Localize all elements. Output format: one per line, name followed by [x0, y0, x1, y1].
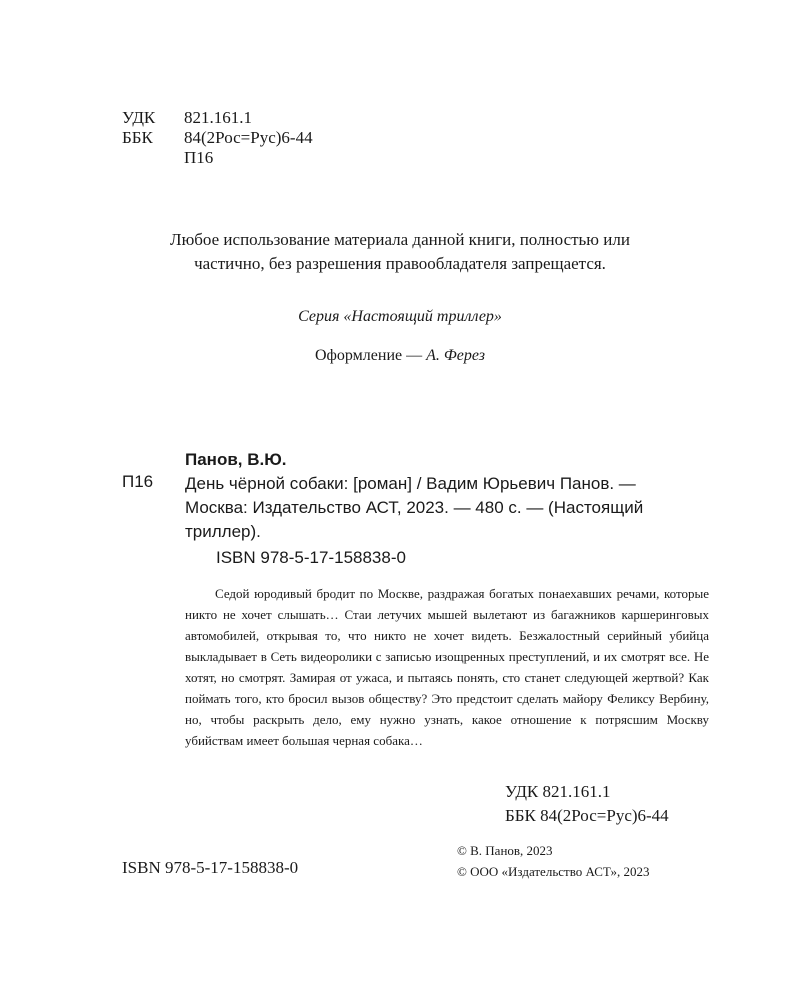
isbn-record: ISBN 978-5-17-158838-0: [216, 548, 406, 567]
copyright-publisher: © ООО «Издательство АСТ», 2023: [457, 864, 650, 879]
author-code-top: П16: [184, 148, 214, 167]
notice-line-1: Любое использование материала данной книги, полностью или: [170, 230, 630, 249]
biblio-line-1: День чёрной собаки: [роман] / Вадим Юрьевич Панов. —: [185, 474, 636, 493]
udk-label: УДК: [122, 108, 156, 127]
series-title: Серия «Настоящий триллер»: [298, 308, 502, 325]
design-label: Оформление —: [315, 347, 423, 364]
author-heading: Панов, В.Ю.: [185, 450, 287, 469]
copyright-block: [457, 840, 650, 882]
footer-isbn: ISBN 978-5-17-158838-0: [122, 858, 299, 877]
bbk-row: [122, 128, 313, 148]
biblio-line-3: триллер).: [185, 522, 261, 541]
bbk-value: 84(2Рос=Рус)6-44: [184, 128, 313, 147]
notice-line-2: частично, без разрешения правообладателя запрещается.: [194, 254, 606, 273]
design-credit: [100, 347, 700, 365]
author-code-row: [122, 148, 213, 168]
copyright-author: © В. Панов, 2023: [457, 843, 553, 858]
footer-classification: [505, 780, 669, 828]
biblio-line-2: Москва: Издательство АСТ, 2023. — 480 с. — (Настоящий: [185, 498, 644, 517]
bbk-label: ББК: [122, 128, 153, 147]
author-code: П16: [122, 472, 154, 491]
footer-bbk: ББК 84(2Рос=Рус)6-44: [505, 806, 669, 825]
udk-row: [122, 108, 252, 128]
footer-udk: УДК 821.161.1: [505, 782, 611, 801]
design-artist: А. Ферез: [426, 347, 485, 364]
bibliographic-description: [185, 472, 709, 544]
udk-value: 821.161.1: [184, 108, 252, 127]
annotation-text: Седой юродивый бродит по Москве, раздражая богатых понаехавших речами, которые никто не хочет слышать… Стаи летучих мышей вылетают из багажников каршеринговых автомобилей, открывая то, что никто не хочет видеть. Безжалостный серийный убийца выкладывает в Сеть видеоролики с записью изощренных преступлений, и их смотрят все. Не хотят, но смотрят. Замирая от ужаса, и пытаясь понять, сто станет следующей жертвой? Как поймать того, кто бросил вызов обществу? Это предстоит сделать майору Феликсу Вербину, но, чтобы раскрыть дело, ему нужно узнать, какое отношение к потрясшим Москву убийствам имеет большая черная собака…: [185, 586, 709, 748]
copyright-notice: [100, 228, 700, 276]
